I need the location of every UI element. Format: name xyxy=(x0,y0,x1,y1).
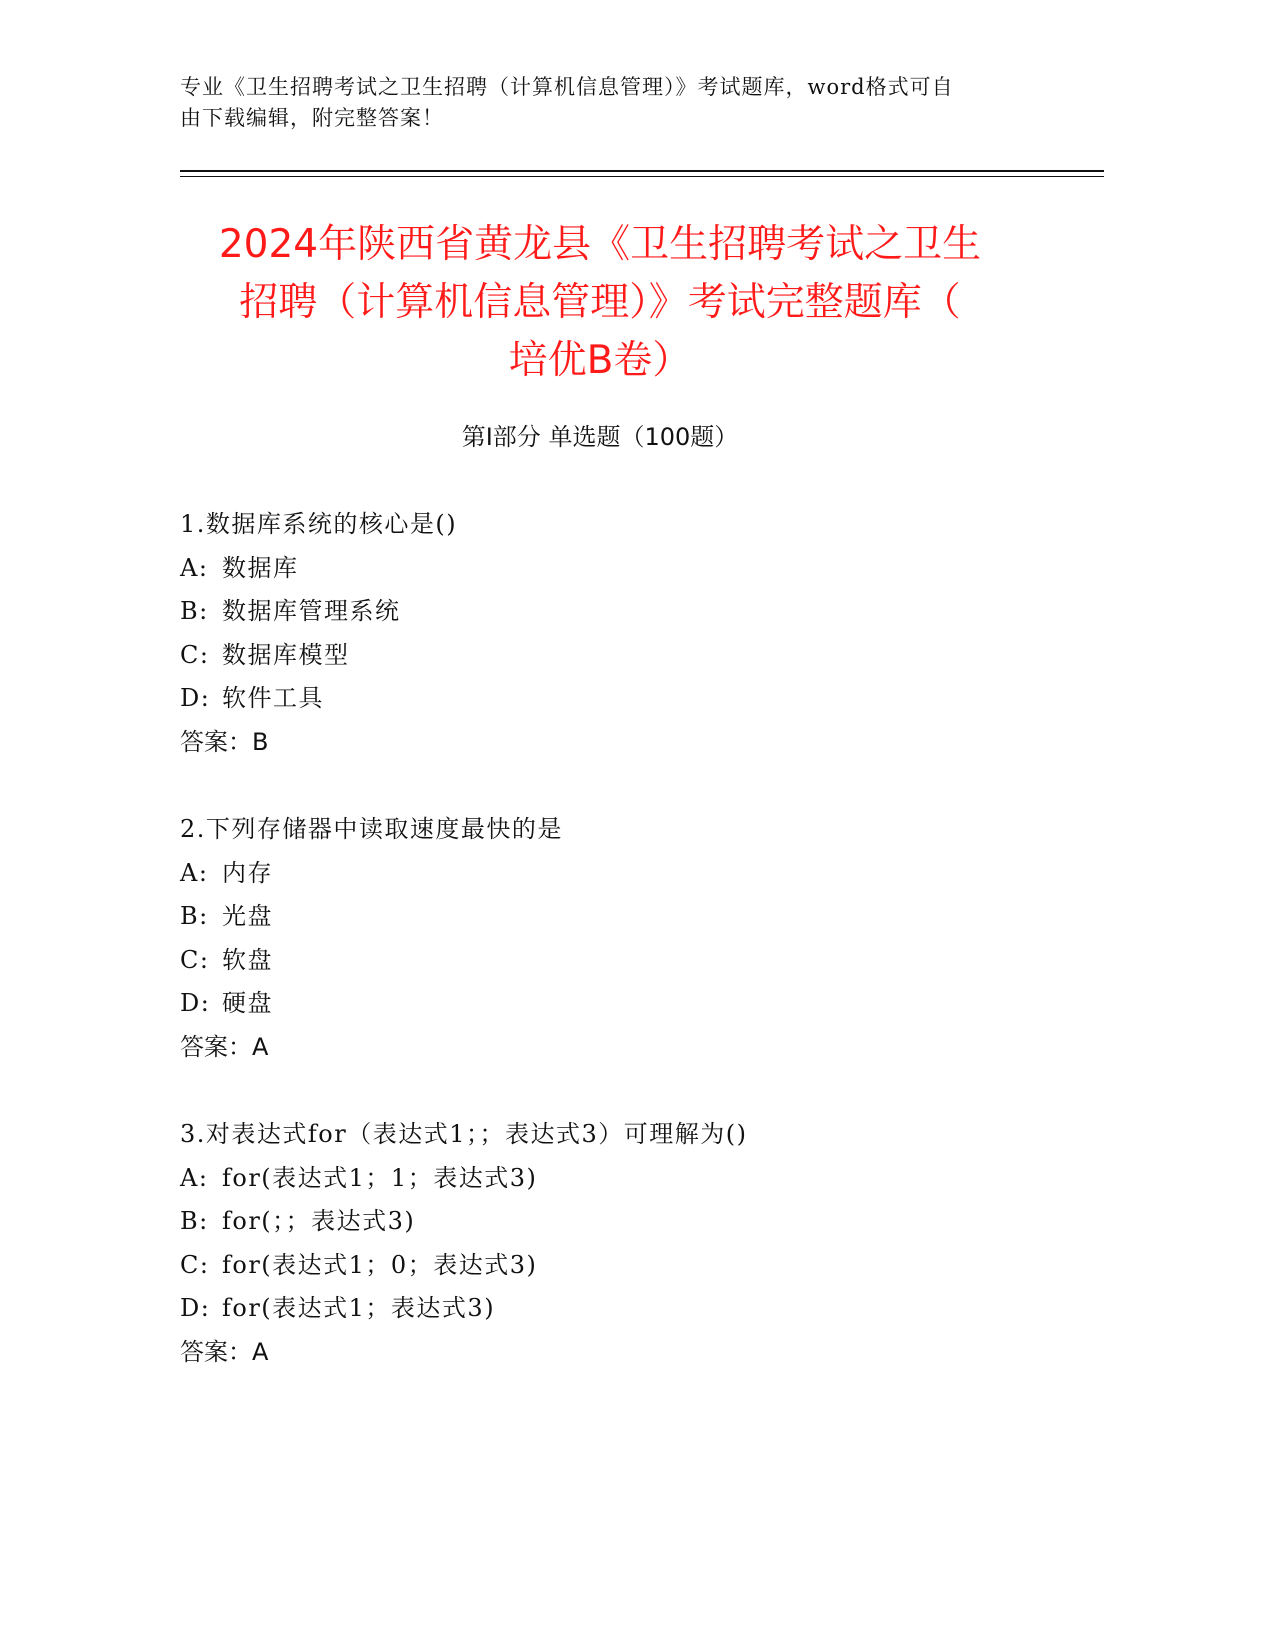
option-text: 软盘 xyxy=(222,945,273,974)
intro-line-2: 由下载编辑，附完整答案！ xyxy=(180,106,444,130)
option-b xyxy=(180,895,1080,939)
answer-key: 答案：A xyxy=(180,1337,269,1366)
option-letter: D: xyxy=(180,1294,211,1322)
option-letter: B: xyxy=(180,597,209,625)
answer-key: 答案：B xyxy=(180,727,269,756)
title-line-1: 2024年陕西省黄龙县《卫生招聘考试之卫生 xyxy=(218,222,982,267)
option-text: 光盘 xyxy=(222,902,273,930)
option-text: for(表达式1；1；表达式3) xyxy=(222,1163,538,1192)
option-a xyxy=(180,852,1080,896)
option-c xyxy=(180,634,1080,678)
option-letter: C: xyxy=(180,1250,210,1279)
title-line-3: 培优B卷） xyxy=(508,338,692,383)
option-text: 软件工具 xyxy=(222,684,324,712)
option-text: for(表达式1；0；表达式3) xyxy=(222,1250,538,1279)
header-divider-thick xyxy=(180,170,1104,172)
question-item xyxy=(180,1113,1080,1374)
option-d xyxy=(180,982,1080,1026)
option-text: 硬盘 xyxy=(222,989,273,1017)
option-letter: B: xyxy=(180,1207,209,1235)
option-letter: C: xyxy=(180,945,210,974)
question-stem: 1.数据库系统的核心是() xyxy=(180,510,458,538)
section-heading: 第Ⅰ部分 单选题（100题） xyxy=(461,423,739,451)
option-letter: C: xyxy=(180,640,210,669)
answer-key: 答案：A xyxy=(180,1032,269,1061)
question-stem: 3.对表达式for（表达式1；；表达式3）可理解为() xyxy=(180,1120,748,1148)
option-b xyxy=(180,590,1080,634)
option-c xyxy=(180,939,1080,983)
intro-line-1: 专业《卫生招聘考试之卫生招聘（计算机信息管理）》考试题库，word格式可自 xyxy=(180,75,954,99)
option-letter: D: xyxy=(180,684,211,712)
option-letter: B: xyxy=(180,902,209,930)
option-d xyxy=(180,677,1080,721)
title-line-2: 招聘（计算机信息管理）》考试完整题库（ xyxy=(239,280,961,325)
option-c xyxy=(180,1244,1080,1288)
option-b xyxy=(180,1200,1080,1244)
option-letter: A: xyxy=(180,1163,209,1192)
question-item xyxy=(180,503,1080,764)
option-text: 数据库 xyxy=(222,553,299,582)
option-text: for(；；表达式3) xyxy=(222,1207,416,1235)
option-a xyxy=(180,1157,1080,1201)
question-stem: 2.下列存储器中读取速度最快的是 xyxy=(180,815,563,843)
option-d xyxy=(180,1287,1080,1331)
intro-text xyxy=(180,72,1040,134)
option-letter: A: xyxy=(180,858,209,887)
option-text: for(表达式1；表达式3) xyxy=(222,1294,496,1322)
option-text: 内存 xyxy=(222,858,273,887)
option-letter: A: xyxy=(180,553,209,582)
header-divider-thin xyxy=(180,176,1104,177)
option-text: 数据库管理系统 xyxy=(222,597,401,625)
question-item xyxy=(180,808,1080,1069)
document-title xyxy=(160,216,1040,390)
option-a xyxy=(180,547,1080,591)
option-text: 数据库模型 xyxy=(222,640,350,669)
option-letter: D: xyxy=(180,989,211,1017)
